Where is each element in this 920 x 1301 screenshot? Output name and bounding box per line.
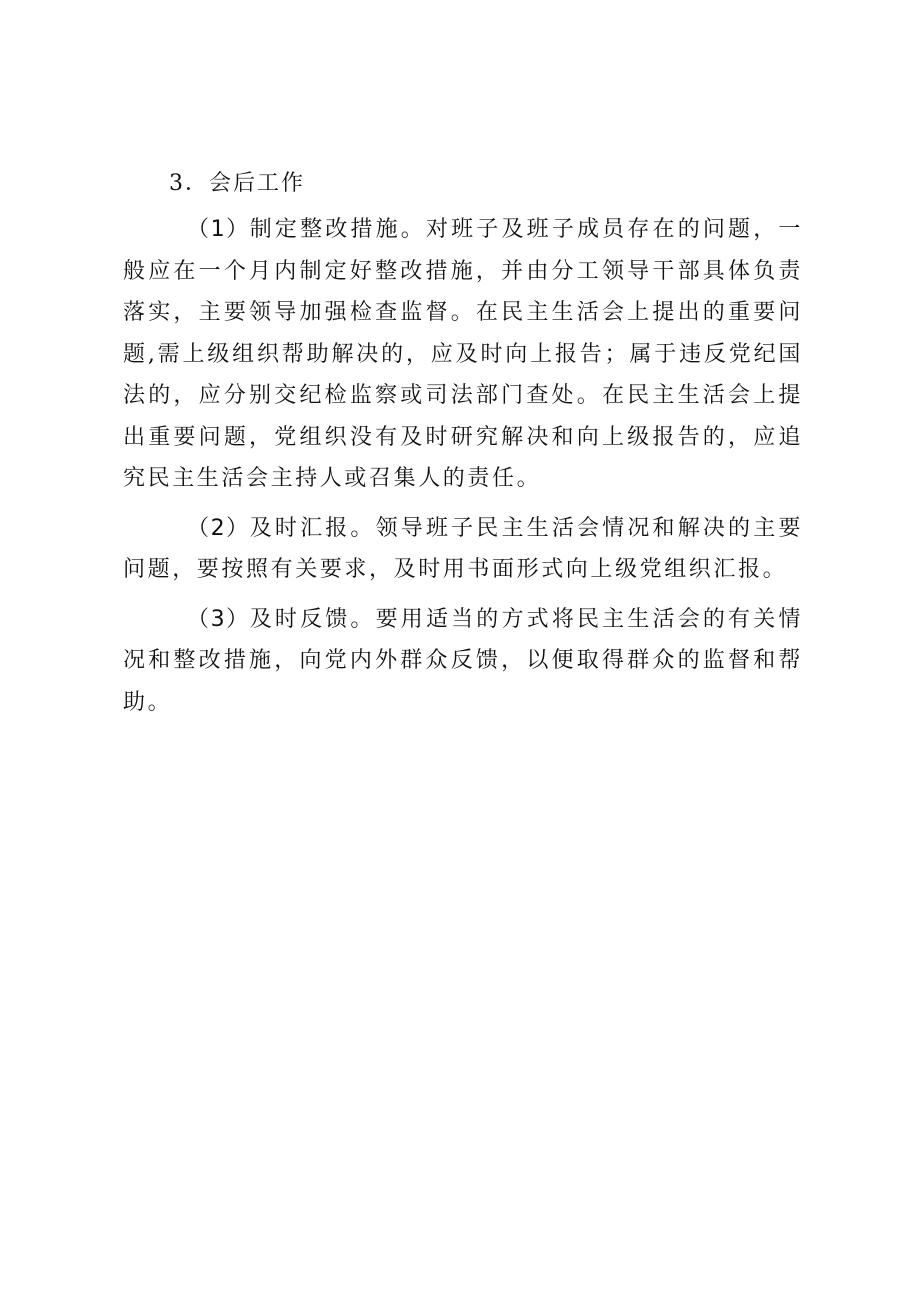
paragraph-item-1: [123, 209, 803, 500]
paragraph-item-2: [123, 508, 803, 591]
item-number: （3）: [187, 606, 250, 632]
section-heading: 3．会后工作: [169, 171, 305, 196]
item-text: 制定整改措施。对班子及班子成员存在的问题，一般应在一个月内制定好整改措施，并由分工领导干部具体负责落实，主要领导加强检查监督。在民主生活会上提出的重要问题,需上级组织帮助解决的，应及时向上报告；属于违反党纪国法的，应分别交纪检监察或司法部门查处。在民主生活会上提出重要问题，党组织没有及时研究解决和向上级报告的，应追究民主生活会主持人或召集人的责任。: [123, 217, 804, 491]
item-number: （1）: [187, 217, 250, 242]
paragraph-item-3: [123, 599, 803, 724]
item-text: 及时汇报。领导班子民主生活会情况和解决的主要问题，要按照有关要求，及时用书面形式向上级党组织汇报。: [123, 515, 804, 582]
item-text: 及时反馈。要用适当的方式将民主生活会的有关情况和整改措施，向党内外群众反馈，以便取得群众的监督和帮助。: [123, 606, 804, 715]
document-body: [123, 166, 803, 731]
item-number: （2）: [187, 515, 250, 541]
